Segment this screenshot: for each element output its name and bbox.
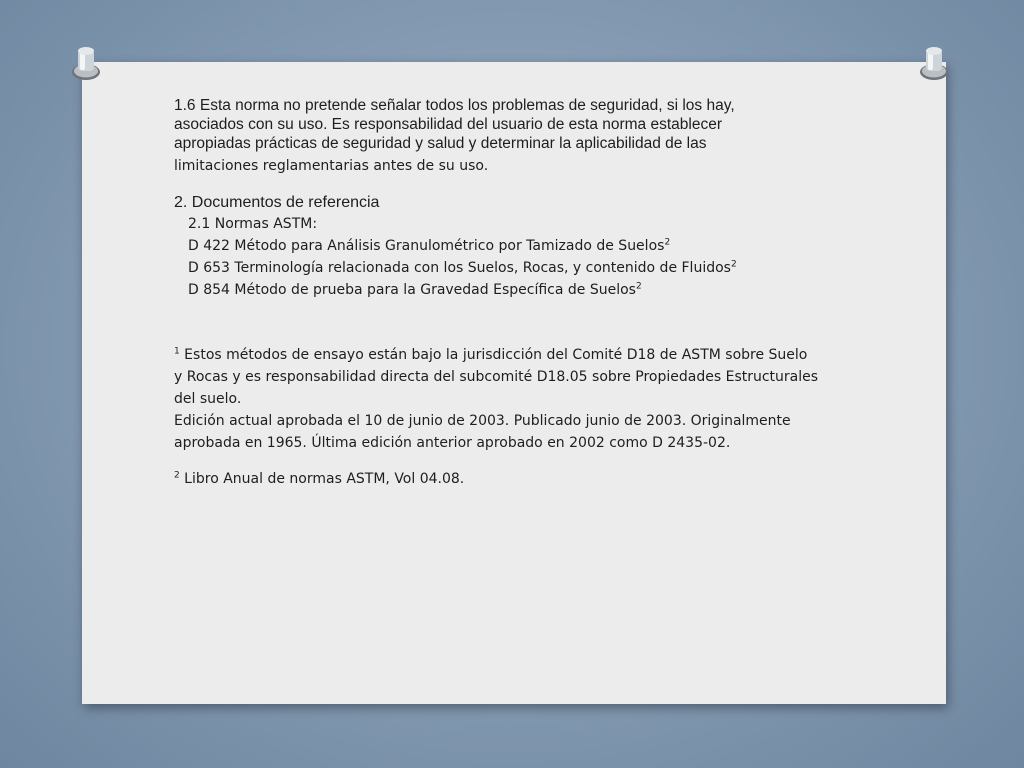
- reference-item: [174, 235, 854, 257]
- section-1-6-line: limitaciones reglamentarias antes de su uso.: [174, 158, 489, 174]
- reference-text: D 653 Terminología relacionada con los Suelos, Rocas, y contenido de Fluidos: [188, 260, 731, 276]
- footnote-1-line: [174, 434, 854, 453]
- section-1-6-line: apropiadas prácticas de seguridad y salud y determinar la aplicabilidad de las: [174, 135, 707, 152]
- footnote-line: y Rocas y es responsabilidad directa del subcomité D18.05 sobre Propiedades Estructurales: [174, 369, 819, 385]
- reference-footnote-mark: 2: [635, 281, 642, 292]
- footnote-1-line: [174, 412, 854, 431]
- section-1-6-line: 1.6 Esta norma no pretende señalar todos los problemas de seguridad, si los hay,: [174, 97, 735, 114]
- footnote-line: aprobada en 1965. Última edición anterior aprobado en 2002 como D 2435-02.: [174, 435, 731, 451]
- footnote-1-line: [174, 390, 854, 409]
- footnote-line: Estos métodos de ensayo están bajo la jurisdicción del Comité D18 de ASTM sobre Suelo: [179, 347, 808, 363]
- astm-subheading: 2.1 Normas ASTM:: [188, 216, 318, 232]
- reference-footnote-mark: 2: [730, 259, 737, 270]
- references-heading: 2. Documentos de referencia: [174, 194, 380, 211]
- reference-text: D 422 Método para Análisis Granulométrico por Tamizado de Suelos: [188, 238, 665, 254]
- section-1-6-line: asociados con su uso. Es responsabilidad del usuario de esta norma establecer: [174, 116, 722, 133]
- footnote-line: Edición actual aprobada el 10 de junio de 2003. Publicado junio de 2003. Originalmente: [174, 413, 791, 429]
- footnote-1-line: [174, 368, 854, 387]
- reference-item: [174, 257, 854, 279]
- section-1-6: [174, 96, 854, 179]
- reference-text: D 854 Método de prueba para la Gravedad Específica de Suelos: [188, 282, 636, 298]
- slide-body: [174, 96, 854, 489]
- reference-footnote-mark: 2: [664, 237, 671, 248]
- pushpin-left-icon: [66, 42, 106, 82]
- footnote-2: [174, 470, 854, 489]
- footnote-mark: 1: [174, 346, 180, 357]
- footnote-line: Libro Anual de normas ASTM, Vol 04.08.: [179, 471, 465, 487]
- pushpin-right-icon: [914, 42, 954, 82]
- reference-item: [174, 279, 854, 301]
- footnote-line: del suelo.: [174, 391, 242, 407]
- footnote-1: [174, 346, 854, 365]
- footnote-mark: 2: [174, 470, 180, 481]
